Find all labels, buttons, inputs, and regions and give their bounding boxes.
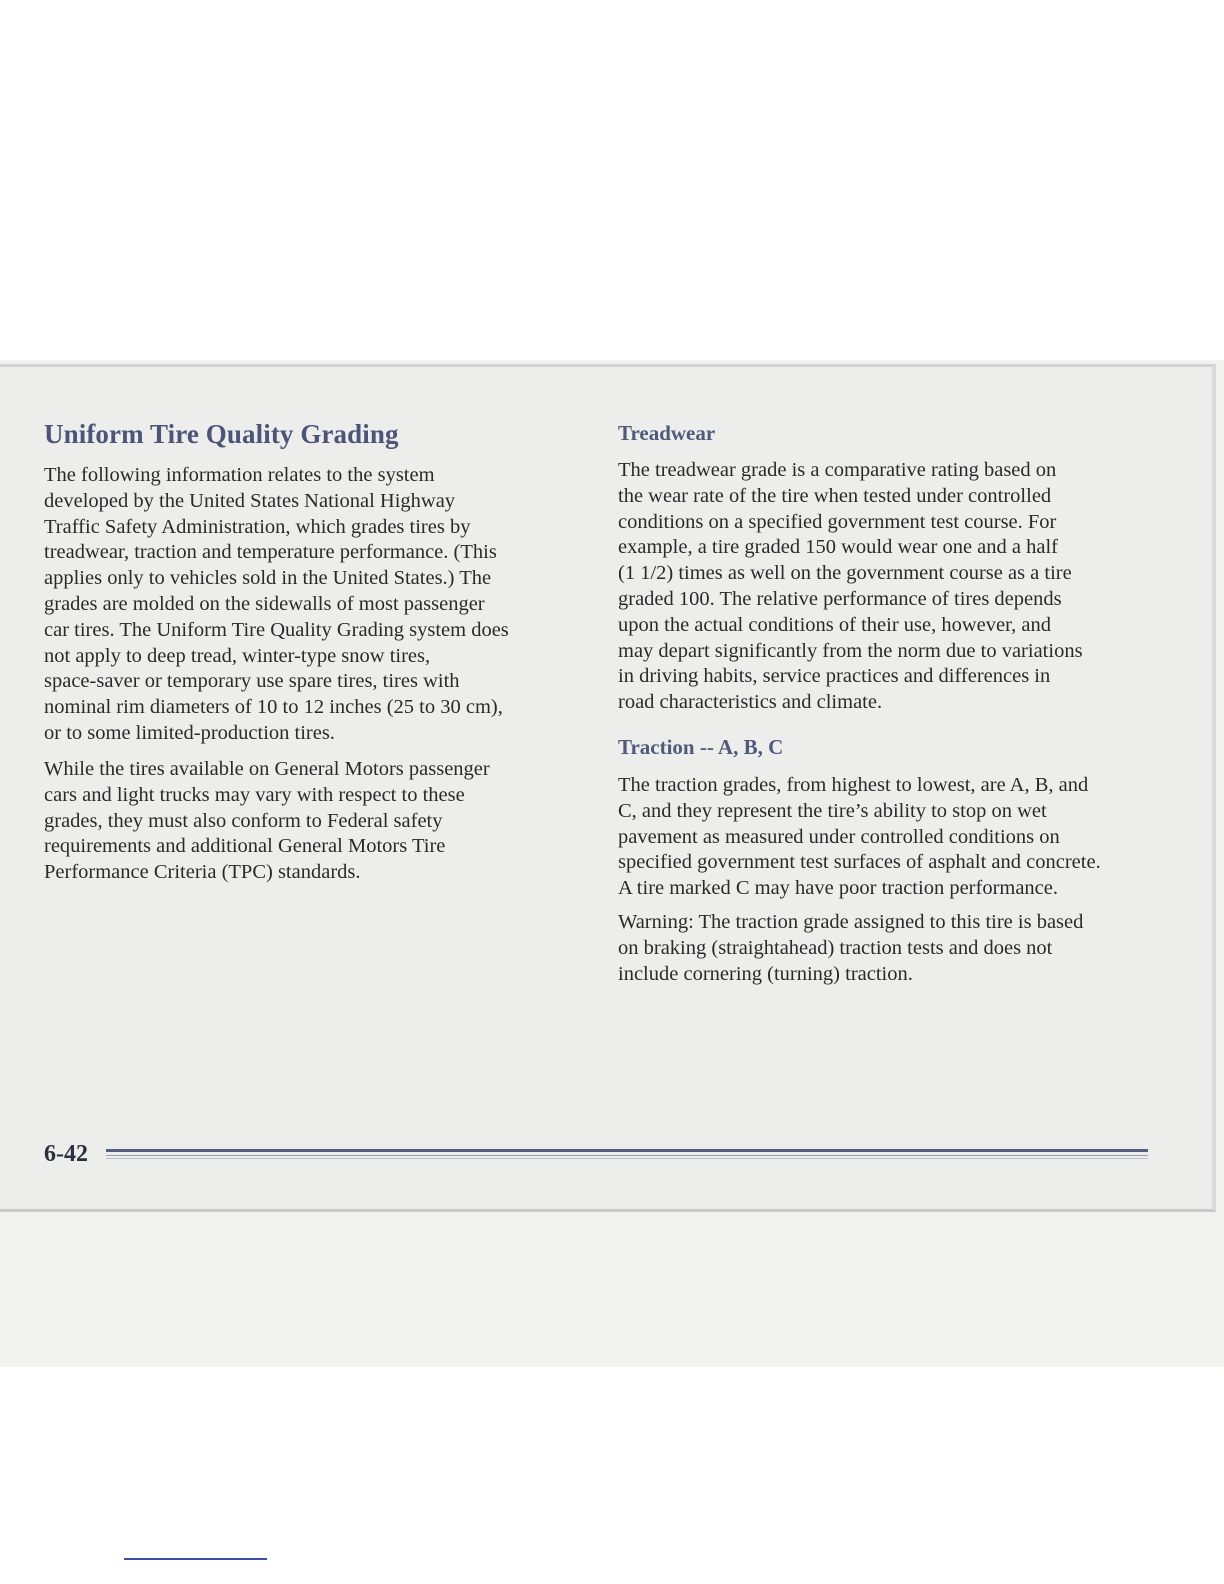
text-line: upon the actual conditions of their use, however, and xyxy=(618,613,1051,636)
text-line: Warning: The traction grade assigned to this tire is based xyxy=(618,911,1084,933)
bottom-link-underline xyxy=(124,1558,267,1560)
traction-warning xyxy=(618,910,1083,987)
text-line: include cornering (turning) traction. xyxy=(618,962,913,985)
section-title: Uniform Tire Quality Grading xyxy=(44,419,399,449)
text-line: treadwear, traction and temperature performance. (This xyxy=(44,541,497,564)
text-line: The treadwear grade is a comparative rating based on xyxy=(618,459,1057,481)
traction-paragraph xyxy=(618,773,1101,902)
text-line: in driving habits, service practices and differences in xyxy=(618,665,1051,688)
footer-rule-thin xyxy=(106,1155,1148,1156)
intro-paragraph xyxy=(44,463,509,747)
footer-rule-thin xyxy=(106,1158,1148,1159)
page-number: 6-42 xyxy=(44,1141,88,1167)
text-line: nominal rim diameters of 10 to 12 inches (25 to 30 cm), xyxy=(44,696,503,719)
text-line: space-saver or temporary use spare tires, tires with xyxy=(44,670,460,693)
text-line: requirements and additional General Motors Tire xyxy=(44,835,446,858)
text-line: applies only to vehicles sold in the United States.) The xyxy=(44,567,492,590)
text-line: car tires. The Uniform Tire Quality Grading system does xyxy=(44,618,509,641)
gm-standards-paragraph xyxy=(44,757,490,886)
footer-rule xyxy=(106,1149,1148,1152)
text-line: pavement as measured under controlled conditions on xyxy=(618,825,1060,848)
treadwear-heading: Treadwear xyxy=(618,421,716,445)
text-line: C, and they represent the tire’s ability to stop on wet xyxy=(618,799,1047,822)
text-line: not apply to deep tread, winter-type snow tires, xyxy=(44,644,431,667)
text-line: road characteristics and climate. xyxy=(618,691,883,714)
text-line: Performance Criteria (TPC) standards. xyxy=(44,861,361,884)
traction-heading: Traction -- A, B, C xyxy=(618,735,784,759)
text-line: The traction grades, from highest to lowest, are A, B, and xyxy=(618,774,1089,796)
text-line: specified government test surfaces of asphalt and concrete. xyxy=(618,851,1101,874)
text-line: developed by the United States National Highway xyxy=(44,489,456,512)
text-line: the wear rate of the tire when tested under controlled xyxy=(618,484,1052,507)
treadwear-paragraph xyxy=(618,458,1083,716)
text-line: conditions on a specified government test course. For xyxy=(618,510,1057,533)
text-line: grades are molded on the sidewalls of most passenger xyxy=(44,592,485,615)
text-line: may depart significantly from the norm due to variations xyxy=(618,639,1083,662)
text-line: on braking (straightahead) traction tests and does not xyxy=(618,936,1053,959)
manual-page xyxy=(0,364,1216,1212)
text-line: or to some limited-production tires. xyxy=(44,721,335,744)
text-line: graded 100. The relative performance of tires depends xyxy=(618,587,1062,610)
text-line: cars and light trucks may vary with respect to these xyxy=(44,783,465,806)
text-line: grades, they must also conform to Federal safety xyxy=(44,809,443,832)
text-line: While the tires available on General Motors passenger xyxy=(44,758,490,780)
text-line: example, a tire graded 150 would wear one and a half xyxy=(618,536,1058,559)
text-line: (1 1/2) times as well on the government course as a tire xyxy=(618,562,1072,585)
text-line: A tire marked C may have poor traction performance. xyxy=(618,877,1059,900)
text-line: Traffic Safety Administration, which grades tires by xyxy=(44,515,471,538)
text-line: The following information relates to the system xyxy=(44,464,435,486)
